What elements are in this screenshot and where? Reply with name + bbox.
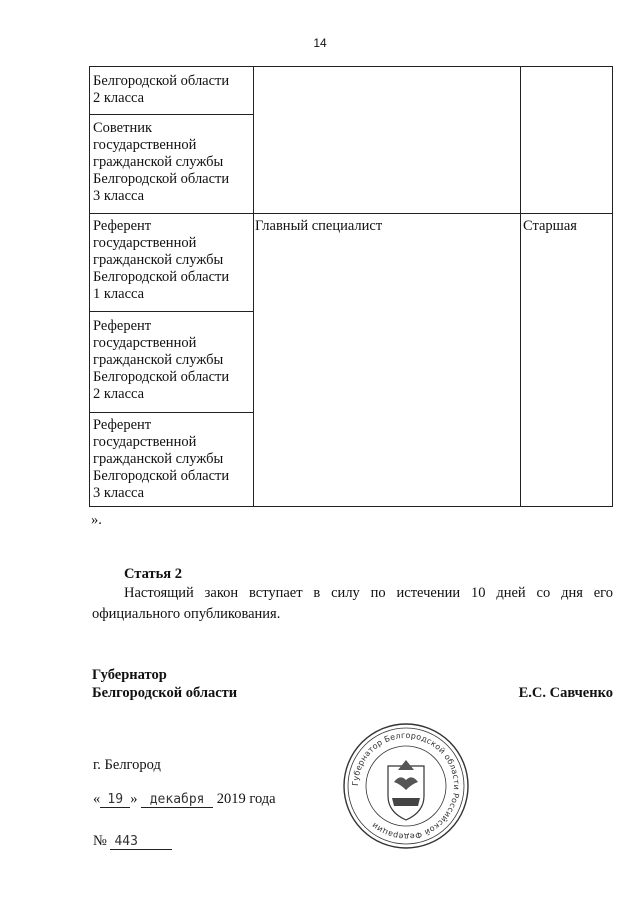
governor-title: Губернатор xyxy=(92,667,167,683)
official-seal-icon xyxy=(342,722,470,850)
table-column-divider xyxy=(253,67,254,506)
date-month: декабря xyxy=(141,792,213,808)
number-value: 443 xyxy=(110,834,172,850)
place-of-signing: г. Белгород xyxy=(93,757,161,773)
table-cell-rank: Референт государственной гражданской службы Белгородской области 2 класса xyxy=(93,318,230,402)
signing-date xyxy=(93,791,276,808)
table-cell-rank: Референт государственной гражданской службы Белгородской области 1 класса xyxy=(93,218,230,302)
date-day: 19 xyxy=(100,792,130,808)
table-column-divider xyxy=(520,67,521,506)
table-cell-rank: Белгородской области 2 класса xyxy=(93,73,230,106)
table-row-divider xyxy=(90,412,254,413)
date-close-quote: » xyxy=(130,791,138,807)
date-year: 2019 года xyxy=(216,791,276,807)
governor-region: Белгородской области xyxy=(92,685,238,701)
table-cell-rank: Советник государственной гражданской службы Белгородской области 3 класса xyxy=(93,120,230,204)
table-cell-group: Старшая xyxy=(523,218,577,234)
table-cell-rank: Референт государственной гражданской службы Белгородской области 3 класса xyxy=(93,417,230,501)
table-row-divider xyxy=(90,114,254,115)
article-text: Настоящий закон вступает в силу по истечении 10 дней со дня его официального опубликования. xyxy=(92,585,613,622)
seal-ring-text: Губернатор Белгородской области Российской Федерации xyxy=(350,730,462,842)
article-title: Статья 2 xyxy=(124,566,182,582)
closing-quote: ». xyxy=(91,512,102,528)
law-number xyxy=(93,833,172,850)
number-label: № xyxy=(93,833,107,849)
governor-name: Е.С. Савченко xyxy=(518,685,613,701)
table-row-divider xyxy=(90,311,254,312)
date-open-quote: « xyxy=(93,791,101,807)
ranks-table xyxy=(89,66,613,507)
table-cell-position: Главный специалист xyxy=(255,218,383,234)
page-number: 14 xyxy=(313,36,327,50)
table-row-divider xyxy=(90,213,612,214)
